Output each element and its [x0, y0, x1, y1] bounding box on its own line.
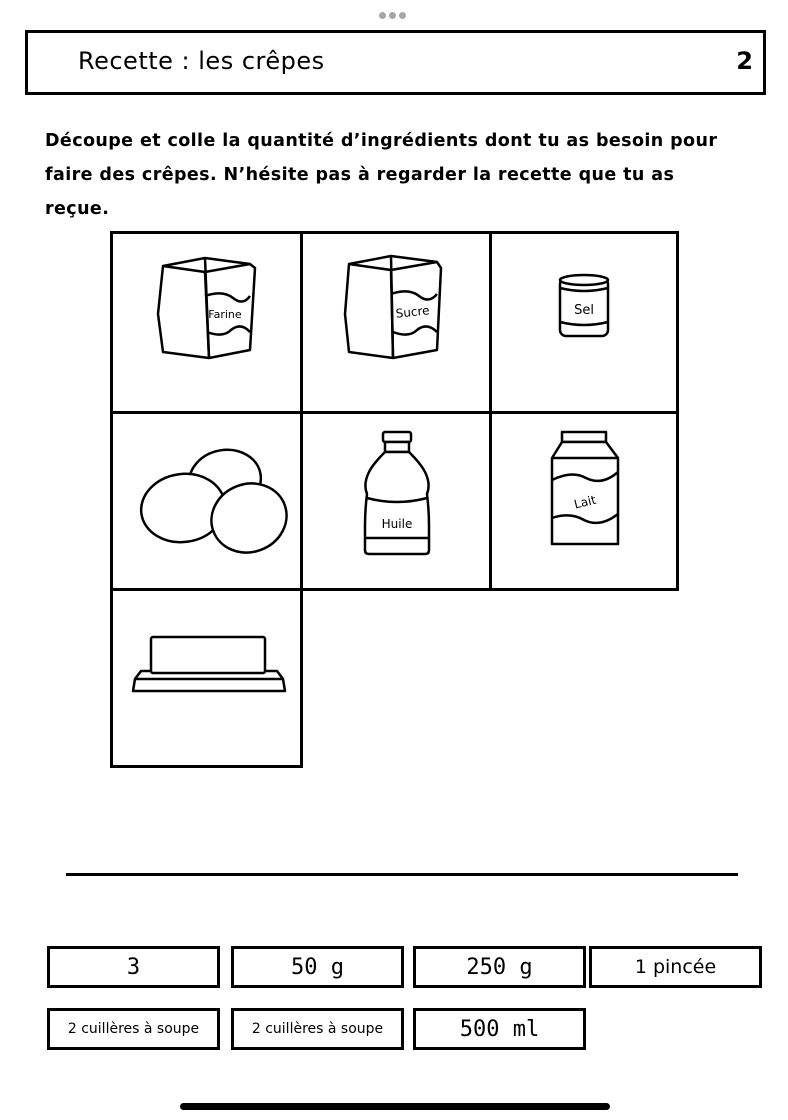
home-indicator[interactable] [180, 1103, 610, 1110]
page-number: 2 [736, 47, 753, 75]
cut-divider-line [66, 873, 738, 876]
quantity-card[interactable]: 3 [47, 946, 220, 988]
ingredient-label: Sel [574, 303, 594, 318]
oil-bottle-icon [303, 414, 495, 594]
page-title: Recette : les crêpes [78, 47, 325, 75]
quantity-card[interactable]: 250 g [413, 946, 586, 988]
flour-bag-icon [113, 234, 306, 417]
quantity-card[interactable]: 50 g [231, 946, 404, 988]
ingredient-cell-oil[interactable] [300, 411, 492, 591]
eggs-icon [113, 414, 306, 594]
milk-carton-icon [492, 414, 682, 594]
ingredient-label: Huile [381, 517, 413, 531]
instruction-text: Découpe et colle la quantité d’ingrédients dont tu as besoin pour faire des crêpes. N’hésite pas à regarder la recette que tu as reçue. [45, 131, 718, 219]
ingredient-cell-flour[interactable] [110, 231, 303, 414]
salt-container-icon [492, 234, 682, 417]
quantity-card[interactable]: 1 pincée [589, 946, 762, 988]
quantity-card[interactable]: 2 cuillères à soupe [231, 1008, 404, 1050]
ingredient-label: Sucre [395, 303, 431, 321]
ingredient-cell-eggs[interactable] [110, 411, 303, 591]
ingredient-cell-milk[interactable] [489, 411, 679, 591]
butter-icon [113, 591, 306, 771]
ingredient-cell-butter[interactable] [110, 588, 303, 768]
ingredient-cell-salt[interactable] [489, 231, 679, 414]
ingredient-label: Lait [572, 492, 598, 512]
sugar-bag-icon [303, 234, 495, 417]
ingredient-label: Farine [208, 308, 242, 321]
quantity-card[interactable]: 2 cuillères à soupe [47, 1008, 220, 1050]
quantity-card[interactable]: 500 ml [413, 1008, 586, 1050]
ingredient-cell-sugar[interactable] [300, 231, 492, 414]
